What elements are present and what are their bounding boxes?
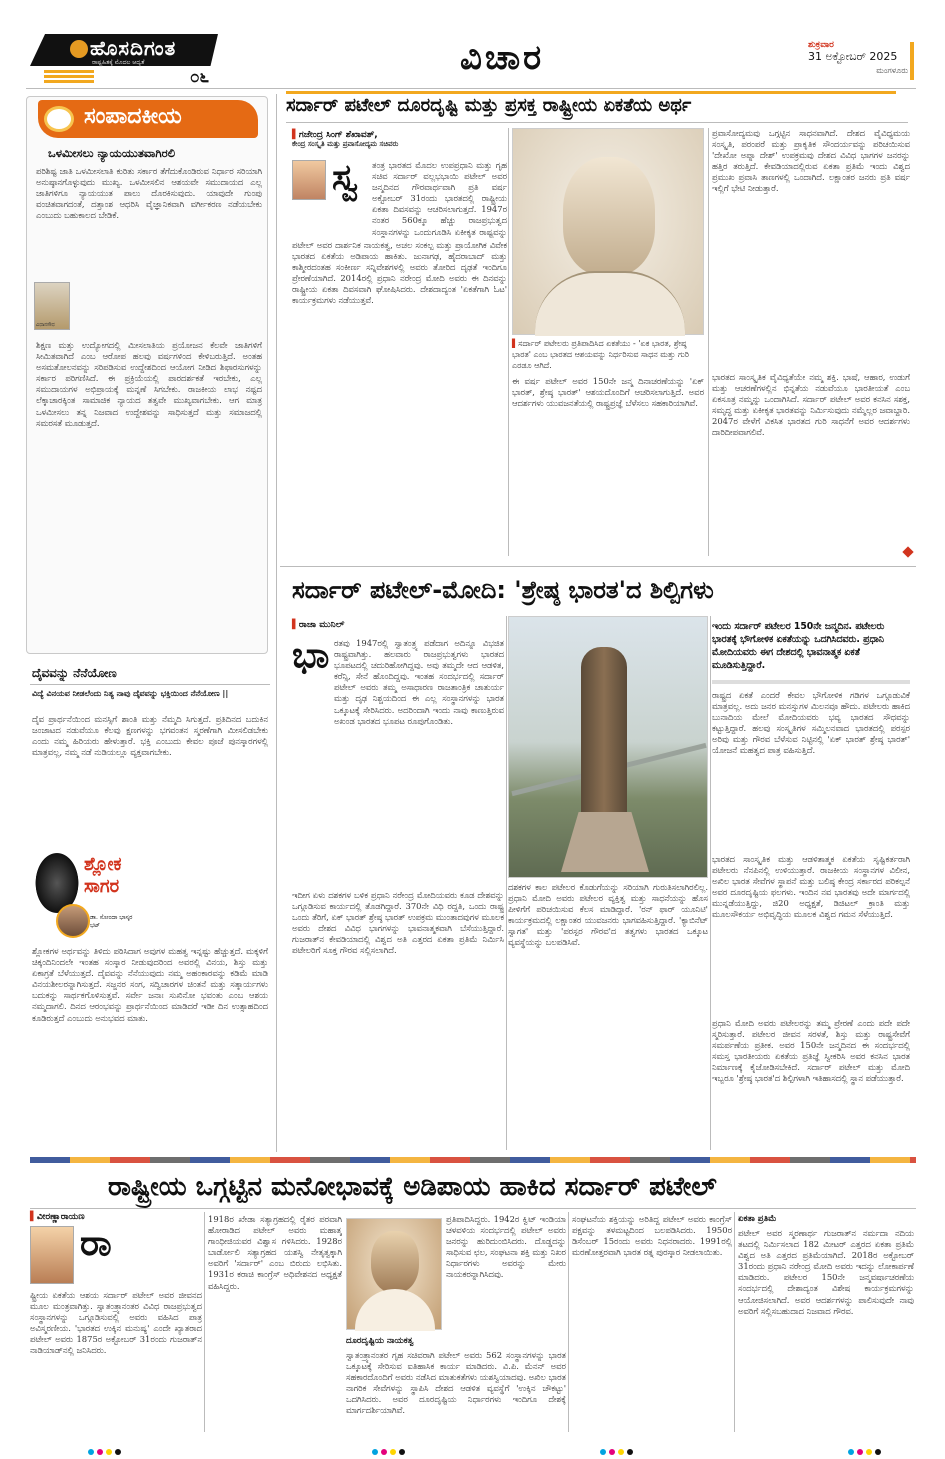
magenta-dot — [609, 1449, 615, 1455]
byline-marker-icon: ▌ — [292, 130, 299, 140]
article1-top-bar — [286, 91, 896, 94]
yellow-dot — [390, 1449, 396, 1455]
yellow-dot — [106, 1449, 112, 1455]
masthead-logo — [30, 34, 218, 87]
lamp-icon — [70, 40, 88, 58]
dateline-city: ಮಂಗಳೂರು — [876, 66, 908, 75]
article3-headline: ರಾಷ್ಟ್ರೀಯ ಒಗ್ಗಟ್ಟಿನ ಮನೋಭಾವಕ್ಕೆ ಅಡಿಪಾಯ ಹಾಕಿದ ಸರ್ದಾರ್ ಪಟೇಲ್ — [108, 1172, 717, 1202]
portrait-face — [371, 1231, 419, 1293]
article2-body-2: ಇದೀಗ ಏಳು ದಶಕಗಳ ಬಳಿಕ ಪ್ರಧಾನಿ ನರೇಂದ್ರ ಮೋದಿಯವರು ಕೂಡ ದೇಶವನ್ನು ಒಗ್ಗೂಡಿಸುವ ಕಾರ್ಯದಲ್ಲಿ ತೊಡಗಿದ್ದಾರೆ. 370ನೇ ವಿಧಿ ರದ್ದತಿ, ಒಂದು ರಾಷ್ಟ್ರ ಒಂದು ತೆರಿಗೆ, ಏಕ್ ಭಾರತ್ ಶ್ರೇಷ್ಠ ಭಾರತ್ ಉಪಕ್ರಮ ಮುಂತಾದವುಗಳ ಮೂಲಕ ಅವರು ದೇಶದ ವಿವಿಧ ಭಾಗಗಳನ್ನು ಭಾವನಾತ್ಮಕವಾಗಿ ಬೆಸೆಯುತ್ತಿದ್ದಾರೆ. ಗುಜರಾತ್‌ನ ಕೇವಡಿಯಾದಲ್ಲಿ ವಿಶ್ವದ ಅತಿ ಎತ್ತರದ ಏಕತಾ ಪ್ರತಿಮೆ ನಿರ್ಮಿಸಿ ಪಟೇಲರಿಗೆ ಸೂಕ್ತ ಗೌರವ ಸಲ್ಲಿಸಲಾಗಿದೆ. — [292, 890, 504, 956]
col-rule — [568, 1212, 569, 1432]
article3-body-6: ಪಟೇಲ್ ಅವರ ಸ್ಮರಣಾರ್ಥ ಗುಜರಾತ್‌ನ ನರ್ಮದಾ ನದಿಯ ತಟದಲ್ಲಿ ನಿರ್ಮಿಸಲಾದ 182 ಮೀಟರ್ ಎತ್ತರದ ಏಕತಾ ಪ್ರತಿಮೆ ವಿಶ್ವದ ಅತಿ ಎತ್ತರದ ಪ್ರತಿಮೆಯಾಗಿದೆ. 2018ರ ಅಕ್ಟೋಬರ್ 31ರಂದು ಪ್ರಧಾನಿ ನರೇಂದ್ರ ಮೋದಿ ಅವರು ಇದನ್ನು ಲೋಕಾರ್ಪಣೆ ಮಾಡಿದರು. ಪಟೇಲರ 150ನೇ ಜನ್ಮವರ್ಷಾಚರಣೆಯ ಸಂದರ್ಭದಲ್ಲಿ ದೇಶಾದ್ಯಂತ ವಿಶೇಷ ಕಾರ್ಯಕ್ರಮಗಳನ್ನು ಆಯೋಜಿಸಲಾಗಿದೆ. ಅವರ ಆದರ್ಶಗಳನ್ನು ಪಾಲಿಸುವುದೇ ನಾವು ಅವರಿಗೆ ಸಲ್ಲಿಸಬಹುದಾದ ನಿಜವಾದ ಗೌರವ. — [738, 1228, 914, 1316]
article3-author-photo — [30, 1226, 74, 1284]
editorial-body-2: ಶಿಕ್ಷಣ ಮತ್ತು ಉದ್ಯೋಗದಲ್ಲಿ ಮೀಸಲಾತಿಯ ಪ್ರಯೋಜನ ಕೆಲವೇ ಜಾತಿಗಳಿಗೆ ಸೀಮಿತವಾಗಿದೆ ಎಂಬ ಆರೋಪ ಹಲವು ವರ್ಷಗಳಿಂದ ಕೇಳಿಬರುತ್ತಿದೆ. ಅಂತಹ ಅಸಮತೋಲನವನ್ನು ಸರಿಪಡಿಸುವ ಉದ್ದೇಶದಿಂದ ಆಯೋಗ ನೀಡಿದ ಶಿಫಾರಸುಗಳನ್ನು ಸರ್ಕಾರ ಪರಿಗಣಿಸಿದೆ. ಈ ಪ್ರಕ್ರಿಯೆಯಲ್ಲಿ ಪಾರದರ್ಶಕತೆ ಇರಬೇಕು, ಎಲ್ಲ ಸಮುದಾಯಗಳ ಅಭಿಪ್ರಾಯಕ್ಕೆ ಮನ್ನಣೆ ಸಿಗಬೇಕು. ರಾಜಕೀಯ ಲಾಭ ನಷ್ಟದ ಲೆಕ್ಕಾಚಾರಕ್ಕಿಂತ ಸಾಮಾಜಿಕ ನ್ಯಾಯದ ತತ್ವವೇ ಮುಖ್ಯವಾಗಬೇಕು. ಆಗ ಮಾತ್ರ ಒಳಮೀಸಲು ತನ್ನ ನಿಜವಾದ ಉದ್ದೇಶವನ್ನು ಸಾಧಿಸುತ್ತದೆ ಮತ್ತು ಸಮಾಜದಲ್ಲಿ ಸಮರಸತೆ ಮೂಡುತ್ತದೆ. — [36, 340, 262, 428]
black-dot — [875, 1449, 881, 1455]
article2-pullquote: ಇಂದು ಸರ್ದಾರ್ ಪಟೇಲರ 150ನೇ ಜನ್ಮದಿನ. ಪಟೇಲರು ಭಾರತಕ್ಕೆ ಭೌಗೋಳಿಕ ಏಕತೆಯನ್ನು ಒದಗಿಸಿದವರು. ಪ್ರಧಾನಿ ಮೋದಿಯವರು ಈಗ ದೇಶದಲ್ಲಿ ಭಾವನಾತ್ಮಕ ಏಕತೆ ಮೂಡಿಸುತ್ತಿದ್ದಾರೆ. — [712, 621, 885, 671]
article1-caption — [512, 338, 704, 371]
magenta-dot — [381, 1449, 387, 1455]
article1-author-photo — [292, 160, 326, 200]
cyan-dot — [372, 1449, 378, 1455]
article2-dropcap: ಭಾ — [292, 635, 330, 676]
byline-marker-icon: ▌ — [292, 620, 299, 630]
statue-pedestal — [561, 812, 649, 872]
columnist-photo — [56, 904, 90, 938]
byline-marker-icon: ▌ — [30, 1212, 37, 1222]
cyan-dot — [88, 1449, 94, 1455]
black-dot — [399, 1449, 405, 1455]
newspaper-tagline: ರಾಷ್ಟ್ರಹಿತಕ್ಕೆ ಮೊದಲ ಆದ್ಯತೆ — [92, 59, 145, 66]
article2-body-6: ಪ್ರಧಾನಿ ಮೋದಿ ಅವರು ಪಟೇಲರನ್ನು ತಮ್ಮ ಪ್ರೇರಣೆ ಎಂದು ಪದೇ ಪದೇ ಸ್ಮರಿಸುತ್ತಾರೆ. ಪಟೇಲರ ಜೀವನ ಸರಳತೆ, ಶಿಸ್ತು ಮತ್ತು ರಾಷ್ಟ್ರಸೇವೆಗೆ ಸಮರ್ಪಣೆಯ ಪ್ರತೀಕ. ಅವರ 150ನೇ ಜನ್ಮದಿನದ ಈ ಸಂದರ್ಭದಲ್ಲಿ ಸಮಸ್ತ ಭಾರತೀಯರು ಏಕತೆಯ ಪ್ರತಿಜ್ಞೆ ಸ್ವೀಕರಿಸಿ ಅವರ ಕನಸಿನ ಭಾರತ ನಿರ್ಮಾಣಕ್ಕೆ ಕೈಜೋಡಿಸಬೇಕಿದೆ. ಸರ್ದಾರ್ ಪಟೇಲ್ ಮತ್ತು ಮೋದಿ ಇಬ್ಬರೂ 'ಶ್ರೇಷ್ಠ ಭಾರತ'ದ ಶಿಲ್ಪಿಗಳಾಗಿ ಇತಿಹಾಸದಲ್ಲಿ ಸ್ಥಾನ ಪಡೆಯುತ್ತಾರೆ. — [712, 1018, 910, 1084]
left-column-headline: ದೈವವನ್ನು ನೆನೆಯೋಣ — [32, 666, 117, 680]
article1-author: ಗಜೇಂದ್ರ ಸಿಂಗ್ ಶೆಖಾವತ್, — [298, 130, 378, 140]
magenta-dot — [857, 1449, 863, 1455]
col-rule — [734, 1212, 735, 1432]
left-column-rule — [30, 684, 270, 685]
left-column-body-2a — [142, 848, 268, 944]
masthead-stripes — [44, 70, 94, 80]
article1-headline: ಸರ್ದಾರ್ ಪಟೇಲ್ ದೂರದೃಷ್ಟಿ ಮತ್ತು ಪ್ರಸಕ್ತ ರಾಷ್ಟ್ರೀಯ ಏಕತೆಯ ಅರ್ಥ — [286, 95, 692, 116]
newspaper-name: ಹೊಸದಿಗಂತ — [90, 36, 177, 60]
article1-dropcap: ಸ್ವ — [332, 157, 358, 198]
shloka-sagara-badge — [32, 848, 138, 944]
dateline-day: ಶುಕ್ರವಾರ — [808, 40, 834, 50]
caption-marker-icon: ▌ — [512, 339, 519, 348]
col-rule — [508, 128, 509, 556]
col-rule — [506, 616, 507, 1150]
article1-body-4: ಪ್ರವಾಸೋದ್ಯಮವು ಒಗ್ಗಟ್ಟಿನ ಸಾಧನವಾಗಿದೆ. ದೇಶದ ವೈವಿಧ್ಯಮಯ ಸಂಸ್ಕೃತಿ, ಪರಂಪರೆ ಮತ್ತು ಪ್ರಾಕೃತಿಕ ಸೌಂದರ್ಯವನ್ನು ಪರಿಚಯಿಸುವ 'ದೇಖೋ ಅಪ್ನಾ ದೇಶ್' ಉಪಕ್ರಮವು ದೇಶದ ವಿವಿಧ ಭಾಗಗಳ ಜನರನ್ನು ಹತ್ತಿರ ತರುತ್ತಿದೆ. ಕೇವಡಿಯಾದಲ್ಲಿರುವ ಏಕತಾ ಪ್ರತಿಮೆ ಇಂದು ವಿಶ್ವದ ಪ್ರಮುಖ ಪ್ರವಾಸಿ ತಾಣಗಳಲ್ಲಿ ಒಂದಾಗಿದೆ. ಲಕ್ಷಾಂತರ ಜನರು ಪ್ರತಿ ವರ್ಷ ಇಲ್ಲಿಗೆ ಭೇಟಿ ನೀಡುತ್ತಾರೆ. — [712, 128, 910, 194]
article1-byline — [292, 130, 507, 149]
article3-author: ವೀರಣ್ಣಾರಾಯಣ — [36, 1212, 85, 1222]
dateline — [808, 40, 908, 76]
article3-dropcap: ರಾ — [80, 1223, 112, 1264]
color-strip — [30, 1157, 916, 1163]
editorial-body-1: ಪರಿಶಿಷ್ಟ ಜಾತಿ ಒಳಮೀಸಲಾತಿ ಕುರಿತು ಸರ್ಕಾರ ತೆಗೆದುಕೊಂಡಿರುವ ನಿರ್ಧಾರ ಸರಿಯಾಗಿ ಅನುಷ್ಠಾನಗೊಳ್ಳುವುದು ಮುಖ್ಯ. ಒಳಮೀಸಲಿನ ಆಶಯವೇ ಸಮುದಾಯದ ಎಲ್ಲ ಜಾತಿಗಳಿಗೂ ನ್ಯಾಯಯುತ ಪಾಲು ದೊರಕಿಸುವುದು. ಯಾವುದೇ ಗುಂಪು ವಂಚಿತವಾಗದಂತೆ, ದತ್ತಾಂಶ ಆಧರಿಸಿ ವೈಜ್ಞಾನಿಕವಾಗಿ ವರ್ಗೀಕರಣ ನಡೆಯಬೇಕು ಎಂಬುದು ಬಹುಕಾಲದ ಬೇಡಿಕೆ. — [36, 166, 262, 221]
article2-byline — [292, 620, 344, 630]
portrait-shawl — [535, 271, 685, 336]
col-rule — [710, 616, 711, 1150]
article1-body-5: ಭಾರತದ ಸಾಂಸ್ಕೃತಿಕ ವೈವಿಧ್ಯತೆಯೇ ನಮ್ಮ ಶಕ್ತಿ. ಭಾಷೆ, ಆಹಾರ, ಉಡುಗೆ ಮತ್ತು ಆಚರಣೆಗಳಲ್ಲಿನ ಭಿನ್ನತೆಯ ನಡುವೆಯೂ ಭಾರತೀಯತೆ ಎಂಬ ಏಕಸೂತ್ರ ನಮ್ಮನ್ನು ಒಂದಾಗಿಸಿದೆ. ಸರ್ದಾರ್ ಪಟೇಲ್ ಅವರ ಕನಸಿನ ಸಶಕ್ತ, ಸಮೃದ್ಧ ಮತ್ತು ಏಕೀಕೃತ ಭಾರತವನ್ನು ನಿರ್ಮಿಸುವುದು ನಮ್ಮೆಲ್ಲರ ಜವಾಬ್ದಾರಿ. 2047ರ ವೇಳೆಗೆ ವಿಕಸಿತ ಭಾರತದ ಗುರಿ ಸಾಧನೆಗೆ ಅವರ ಆದರ್ಶಗಳು ದಾರಿದೀಪವಾಗಲಿವೆ. — [712, 372, 910, 438]
columnist-name: ಡಾ. ಸೋಂದಾ ಭಾಸ್ಕರ ಭಟ್ — [90, 914, 133, 929]
portrait-dress — [355, 1289, 435, 1331]
section-title: ವಿಚಾರ — [460, 38, 545, 78]
article3-body-1: ಷ್ಟ್ರೀಯ ಏಕತೆಯ ಆಶಯ ಸರ್ದಾರ್ ಪಟೇಲ್ ಅವರ ಜೀವನದ ಮೂಲ ಮಂತ್ರವಾಗಿತ್ತು. ಸ್ವಾತಂತ್ರ್ಯಾನಂತರ ವಿವಿಧ ರಾಜಪ್ರಭುತ್ವದ ಸಂಸ್ಥಾನಗಳನ್ನು ಒಗ್ಗೂಡಿಸುವಲ್ಲಿ ಅವರು ವಹಿಸಿದ ಪಾತ್ರ ಅವಿಸ್ಮರಣೀಯ. 'ಭಾರತದ ಉಕ್ಕಿನ ಮನುಷ್ಯ' ಎಂದೇ ಖ್ಯಾತರಾದ ಪಟೇಲ್ ಅವರು 1875ರ ಅಕ್ಟೋಬರ್ 31ರಂದು ಗುಜರಾತ್‌ನ ನಾಡಿಯಾಡ್‌ನಲ್ಲಿ ಜನಿಸಿದರು. — [30, 1290, 202, 1356]
masthead-rule — [26, 88, 916, 89]
cyan-dot — [848, 1449, 854, 1455]
article2-headline: ಸರ್ದಾರ್ ಪಟೇಲ್-ಮೋದಿ: 'ಶ್ರೇಷ್ಠ ಭಾರತ'ದ ಶಿಲ್ಪಿಗಳು — [292, 576, 714, 604]
article3-body-3: ಪ್ರತಿಪಾದಿಸಿದ್ದರು. 1942ರ ಕ್ವಿಟ್ ಇಂಡಿಯಾ ಚಳವಳಿಯ ಸಂದರ್ಭದಲ್ಲಿ ಪಟೇಲ್ ಅವರು ಜನರನ್ನು ಹುರಿದುಂಬಿಸಿದರು. ದೊಡ್ಡದನ್ನು ಸಾಧಿಸುವ ಛಲ, ಸಂಘಟನಾ ಶಕ್ತಿ ಮತ್ತು ನಿಖರ ನಿರ್ಧಾರಗಳು ಅವರನ್ನು ಮೇರು ನಾಯಕರನ್ನಾಗಿಸಿದವು. — [446, 1214, 566, 1280]
article1-rule — [286, 122, 908, 123]
yellow-dot — [866, 1449, 872, 1455]
article2-body-1: ರತವು 1947ರಲ್ಲಿ ಸ್ವಾತಂತ್ರ್ಯ ಪಡೆದಾಗ ಅದಿನ್ನೂ ವಿಭಜಿತ ರಾಷ್ಟ್ರವಾಗಿತ್ತು. ಹಲವಾರು ರಾಜಪ್ರಭುತ್ವಗಳು ಭಾರತದ ಭೂಪಟದಲ್ಲಿ ಚದುರಿಹೋಗಿದ್ದವು. ಅವು ತಮ್ಮದೇ ಆದ ಆಡಳಿತ, ಕರೆನ್ಸಿ, ಸೇನೆ ಹೊಂದಿದ್ದವು. ಇಂತಹ ಸಂದರ್ಭದಲ್ಲಿ ಸರ್ದಾರ್ ಪಟೇಲ್ ಅವರು ತಮ್ಮ ಅಸಾಧಾರಣ ರಾಜತಾಂತ್ರಿಕ ಚಾತುರ್ಯ ಮತ್ತು ದೃಢ ನಿಶ್ಚಯದಿಂದ ಈ ಎಲ್ಲ ಸಂಸ್ಥಾನಗಳನ್ನು ಭಾರತ ಒಕ್ಕೂಟಕ್ಕೆ ಸೇರಿಸಿದರು. ಅದರಿಂದಾಗಿ ಇಂದು ನಾವು ಕಾಣುತ್ತಿರುವ ಅಖಂಡ ಭಾರತದ ಭೂಪಟ ರೂಪುಗೊಂಡಿತು. — [334, 638, 504, 726]
article1-body-3: ಈ ವರ್ಷ ಪಟೇಲ್ ಅವರ 150ನೇ ಜನ್ಮ ದಿನಾಚರಣೆಯನ್ನು 'ಏಕ್ ಭಾರತ್, ಶ್ರೇಷ್ಠ ಭಾರತ್' ಆಶಯದೊಂದಿಗೆ ಆಚರಿಸಲಾಗುತ್ತಿದೆ. ಅವರ ಆದರ್ಶಗಳು ಯುವಜನತೆಯಲ್ಲಿ ರಾಷ್ಟ್ರಪ್ರಜ್ಞೆ ಬೆಳೆಸಲು ಸಹಕಾರಿಯಾಗಿವೆ. — [512, 376, 704, 409]
article3-subhead-2: ಏಕತಾ ಪ್ರತಿಮೆ — [738, 1214, 777, 1224]
col-rule — [204, 1212, 205, 1432]
article1-body-1: ತಂತ್ರ ಭಾರತದ ಮೊದಲ ಉಪಪ್ರಧಾನಿ ಮತ್ತು ಗೃಹ ಸಚಿವ ಸರ್ದಾರ್ ವಲ್ಲಭಭಾಯಿ ಪಟೇಲ್ ಅವರ ಜನ್ಮದಿನದ ಗೌರವಾರ್ಥವಾಗಿ ಪ್ರತಿ ವರ್ಷ ಅಕ್ಟೋಬರ್ 31ರಂದು ಭಾರತದಲ್ಲಿ ರಾಷ್ಟ್ರೀಯ ಏಕತಾ ದಿವಸವನ್ನು ಆಚರಿಸಲಾಗುತ್ತದೆ. 1947ರ ನಂತರ 560ಕ್ಕೂ ಹೆಚ್ಚು ರಾಜಪ್ರಭುತ್ವದ ಸಂಸ್ಥಾನಗಳನ್ನು ಒಂದುಗೂಡಿಸಿ ಏಕೀಕೃತ ರಾಷ್ಟ್ರವನ್ನು — [372, 160, 507, 237]
statue-figure — [581, 647, 627, 817]
article-divider — [280, 566, 916, 567]
article2-body-5: ಭಾರತದ ಸಾಂಸ್ಕೃತಿಕ ಮತ್ತು ಆಡಳಿತಾತ್ಮಕ ಏಕತೆಯ ಸೃಷ್ಟಿಕರ್ತರಾಗಿ ಪಟೇಲರು ನೆನಪಿನಲ್ಲಿ ಉಳಿಯುತ್ತಾರೆ. ರಾಜಕೀಯ ಸಂಸ್ಥಾನಗಳ ವಿಲೀನ, ಅಖಿಲ ಭಾರತ ಸೇವೆಗಳ ಸ್ಥಾಪನೆ ಮತ್ತು ಬಲಿಷ್ಠ ಕೇಂದ್ರ ಸರ್ಕಾರದ ಪರಿಕಲ್ಪನೆ ಅವರ ದೂರದೃಷ್ಟಿಯ ಫಲಗಳು. ಇಂದಿನ ನವ ಭಾರತವು ಅದೇ ಮಾರ್ಗದಲ್ಲಿ ಮುನ್ನಡೆಯುತ್ತಿದ್ದು, ಜಿ20 ಅಧ್ಯಕ್ಷತೆ, ಡಿಜಿಟಲ್ ಕ್ರಾಂತಿ ಮತ್ತು ಮೂಲಸೌಕರ್ಯ ಅಭಿವೃದ್ಧಿಯ ಮೂಲಕ ವಿಶ್ವದ ಗಮನ ಸೆಳೆಯುತ್ತಿದೆ. — [712, 854, 910, 920]
article2-body-3: ದಶಕಗಳ ಕಾಲ ಪಟೇಲರ ಕೊಡುಗೆಯನ್ನು ಸರಿಯಾಗಿ ಗುರುತಿಸಲಾಗಿರಲಿಲ್ಲ. ಪ್ರಧಾನಿ ಮೋದಿ ಅವರು ಪಟೇಲರ ವ್ಯಕ್ತಿತ್ವ ಮತ್ತು ಸಾಧನೆಯನ್ನು ಹೊಸ ಪೀಳಿಗೆಗೆ ಪರಿಚಯಿಸುವ ಕೆಲಸ ಮಾಡಿದ್ದಾರೆ. 'ರನ್ ಫಾರ್ ಯೂನಿಟಿ' ಕಾರ್ಯಕ್ರಮದಲ್ಲಿ ಲಕ್ಷಾಂತರ ಯುವಜನರು ಭಾಗವಹಿಸುತ್ತಿದ್ದಾರೆ. 'ಕ್ಯಾಬಿನೆಟ್ ಸ್ವಾಗತ' ಮತ್ತು 'ಪರಸ್ಪರ ಗೌರವ'ದ ತತ್ವಗಳು ಭಾರತದ ಒಕ್ಕೂಟ ವ್ಯವಸ್ಥೆಯನ್ನು ಬಲಪಡಿಸಿವೆ. — [508, 882, 708, 948]
emblem-icon — [44, 106, 74, 132]
editorial-banner-title: ಸಂಪಾದಕೀಯ — [84, 104, 182, 129]
photo-label: ವಿಧಾನಸೌಧ — [36, 322, 55, 328]
shloka-title: ಶ್ಲೋಕ ಸಾಗರ — [84, 854, 122, 897]
magenta-dot — [97, 1449, 103, 1455]
col-rule — [708, 128, 709, 556]
statue-of-unity-photo — [508, 616, 708, 878]
article1-caption-text: ಸರ್ದಾರ್ ಪಟೇಲರು ಪ್ರತಿಪಾದಿಸಿದ ಏಕತೆಯು - 'ಏಕ ಭಾರತ, ಶ್ರೇಷ್ಠ ಭಾರತ' ಎಂಬ ಭಾರತದ ಆಶಯವನ್ನು ನಿರ್ಧರಿಸುವ ಸಾಧನ ಮತ್ತು ಗುರಿ ಎರಡೂ ಆಗಿದೆ. — [512, 339, 689, 370]
article1-body-2: ಪಟೇಲ್ ಅವರ ದಾರ್ಶನಿಕ ನಾಯಕತ್ವ, ಅಚಲ ಸಂಕಲ್ಪ ಮತ್ತು ಪ್ರಾಯೋಗಿಕ ವಿವೇಕ ಭಾರತದ ಏಕತೆಯ ಅಡಿಪಾಯ ಹಾಕಿತು. ಜುನಾಗಢ, ಹೈದರಾಬಾದ್ ಮತ್ತು ಕಾಶ್ಮೀರದಂತಹ ಸಂಕೀರ್ಣ ಸನ್ನಿವೇಶಗಳಲ್ಲಿ ಅವರು ತೋರಿದ ದೃಢತೆ ಇಂದಿಗೂ ಪ್ರೇರಣೆಯಾಗಿದೆ. 2014ರಲ್ಲಿ ಪ್ರಧಾನಿ ನರೇಂದ್ರ ಮೋದಿ ಅವರು ಈ ದಿನವನ್ನು ರಾಷ್ಟ್ರೀಯ ಏಕತಾ ದಿವಸವಾಗಿ ಘೋಷಿಸಿದರು. ದೇಶದಾದ್ಯಂತ 'ಏಕತೆಗಾಗಿ ಓಟ' ಕಾರ್ಯಕ್ರಮಗಳು ನಡೆಯುತ್ತವೆ. — [292, 240, 507, 306]
article3-body-2: 1918ರ ಖೇಡಾ ಸತ್ಯಾಗ್ರಹದಲ್ಲಿ ರೈತರ ಪರವಾಗಿ ಹೋರಾಡಿದ ಪಟೇಲ್ ಅವರು ಮಹಾತ್ಮ ಗಾಂಧೀಜಿಯವರ ವಿಶ್ವಾಸ ಗಳಿಸಿದರು. 1928ರ ಬಾರ್ಡೋಲಿ ಸತ್ಯಾಗ್ರಹದ ಯಶಸ್ವಿ ನೇತೃತ್ವಕ್ಕಾಗಿ ಅವರಿಗೆ 'ಸರ್ದಾರ್' ಎಂಬ ಬಿರುದು ಲಭಿಸಿತು. 1931ರ ಕರಾಚಿ ಕಾಂಗ್ರೆಸ್ ಅಧಿವೇಶನದ ಅಧ್ಯಕ್ಷತೆ ವಹಿಸಿದ್ದರು. — [208, 1214, 342, 1291]
pullquote-rule — [712, 680, 910, 684]
article3-body-5: ಸಂಘಟನೆಯ ಶಕ್ತಿಯನ್ನು ಅರಿತಿದ್ದ ಪಟೇಲ್ ಅವರು ಕಾಂಗ್ರೆಸ್ ಪಕ್ಷವನ್ನು ತಳಮಟ್ಟದಿಂದ ಬಲಪಡಿಸಿದರು. 1950ರ ಡಿಸೆಂಬರ್ 15ರಂದು ಅವರು ನಿಧನರಾದರು. 1991ರಲ್ಲಿ ಮರಣೋತ್ತರವಾಗಿ ಭಾರತ ರತ್ನ ಪುರಸ್ಕಾರ ನೀಡಲಾಯಿತು. — [572, 1214, 732, 1258]
dateline-bar — [910, 42, 914, 80]
page-number: ೦೬ — [190, 67, 210, 87]
black-dot — [115, 1449, 121, 1455]
article1-author-title: ಕೇಂದ್ರ ಸಂಸ್ಕೃತಿ ಮತ್ತು ಪ್ರವಾಸೋದ್ಯಮ ಸಚಿವರು — [292, 140, 399, 148]
article2-body-4: ರಾಷ್ಟ್ರದ ಏಕತೆ ಎಂದರೆ ಕೇವಲ ಭೌಗೋಳಿಕ ಗಡಿಗಳ ಒಗ್ಗೂಡುವಿಕೆ ಮಾತ್ರವಲ್ಲ. ಅದು ಜನರ ಮನಸ್ಸುಗಳ ಮಿಲನವೂ ಹೌದು. ಪಟೇಲರು ಹಾಕಿದ ಬುನಾದಿಯ ಮೇಲೆ ಮೋದಿಯವರು ಭವ್ಯ ಭಾರತದ ಸೌಧವನ್ನು ಕಟ್ಟುತ್ತಿದ್ದಾರೆ. ಹಲವು ಸಂಸ್ಕೃತಿಗಳ ಸಮ್ಮಿಲನವಾದ ಭಾರತದಲ್ಲಿ ಪರಸ್ಪರ ಅರಿವು ಮತ್ತು ಗೌರವ ಬೆಳೆಸುವ ನಿಟ್ಟಿನಲ್ಲಿ 'ಏಕ್ ಭಾರತ್ ಶ್ರೇಷ್ಠ ಭಾರತ್' ಯೋಜನೆ ಮಹತ್ವದ ಪಾತ್ರ ವಹಿಸುತ್ತಿದೆ. — [712, 690, 910, 756]
article3-byline — [30, 1212, 85, 1222]
left-column-verse: ವಿದ್ಯೆ ವಿನಯವ ನೀಡಲೆಂದು ನಿತ್ಯ ನಾವು ದೈವವನ್ನು ಭಕ್ತಿಯಿಂದ ನೆನೆಯೋಣ || — [32, 689, 229, 698]
editorial-headline: ಒಳಮೀಸಲು ನ್ಯಾಯಯುತವಾಗಿರಲಿ — [48, 146, 176, 160]
portrait-face — [563, 157, 655, 275]
left-column-body-1: ದೈವ ಪ್ರಾರ್ಥನೆಯಿಂದ ಮನಸ್ಸಿಗೆ ಶಾಂತಿ ಮತ್ತು ನೆಮ್ಮದಿ ಸಿಗುತ್ತದೆ. ಪ್ರತಿದಿನದ ಬದುಕಿನ ಜಂಜಾಟದ ನಡುವೆಯೂ ಕೆಲವು ಕ್ಷಣಗಳನ್ನು ಭಗವಂತನ ಸ್ಮರಣೆಗಾಗಿ ಮೀಸಲಿಡಬೇಕು ಎಂದು ನಮ್ಮ ಹಿರಿಯರು ಹೇಳುತ್ತಾರೆ. ಭಕ್ತಿ ಎಂಬುದು ಕೇವಲ ಪೂಜೆ ಪುನಸ್ಕಾರಗಳಲ್ಲಿ ಮಾತ್ರವಲ್ಲ, ನಮ್ಮ ನಡೆ ನುಡಿಯಲ್ಲೂ ವ್ಯಕ್ತವಾಗಬೇಕು. — [32, 714, 268, 758]
col-rule — [276, 94, 277, 1152]
left-column-body-2: ಶ್ಲೋಕಗಳ ಅರ್ಥವನ್ನು ತಿಳಿದು ಪಠಿಸಿದಾಗ ಅವುಗಳ ಮಹತ್ವ ಇನ್ನಷ್ಟು ಹೆಚ್ಚುತ್ತದೆ. ಮಕ್ಕಳಿಗೆ ಚಿಕ್ಕಂದಿನಿಂದಲೇ ಇಂತಹ ಸಂಸ್ಕಾರ ನೀಡುವುದರಿಂದ ಅವರಲ್ಲಿ ವಿನಯ, ಶಿಸ್ತು ಮತ್ತು ಏಕಾಗ್ರತೆ ಬೆಳೆಯುತ್ತದೆ. ದೈವವನ್ನು ನೆನೆಯುವುದು ನಮ್ಮ ಅಹಂಕಾರವನ್ನು ಕಡಿಮೆ ಮಾಡಿ ವಿನಯಶೀಲರನ್ನಾಗಿಸುತ್ತದೆ. ಸಜ್ಜನರ ಸಂಗ, ಸದ್ವಿಚಾರಗಳ ಚಿಂತನೆ ಮತ್ತು ಸತ್ಕಾರ್ಯಗಳು ಬದುಕನ್ನು ಸಾರ್ಥಕಗೊಳಿಸುತ್ತವೆ. ಸರ್ವೇ ಜನಾಃ ಸುಖಿನೋ ಭವಂತು ಎಂಬ ಆಶಯ ನಮ್ಮದಾಗಲಿ. ದಿನದ ಆರಂಭವನ್ನು ಪ್ರಾರ್ಥನೆಯಿಂದ ಮಾಡಿದರೆ ಇಡೀ ದಿನ ಉತ್ಸಾಹದಿಂದ ಕೂಡಿರುತ್ತದೆ ಎಂಬುದು ಅನುಭವದ ಮಾತು. — [32, 946, 268, 1023]
article3-body-1a — [122, 1226, 202, 1288]
editorial-body-1b — [76, 282, 262, 337]
vidhana-soudha-photo — [34, 282, 70, 330]
black-dot — [627, 1449, 633, 1455]
cyan-dot — [600, 1449, 606, 1455]
dateline-date: 31 ಅಕ್ಟೋಬರ್ 2025 — [808, 50, 898, 63]
article3-subhead: ದೂರದೃಷ್ಟಿಯ ನಾಯಕತ್ವ — [346, 1336, 414, 1346]
registration-marks — [848, 1440, 945, 1450]
article2-author: ರಾಜಾ ಮುನಿಲ್ — [298, 620, 345, 630]
sardar-patel-illustration — [512, 128, 704, 335]
yellow-dot — [618, 1449, 624, 1455]
article3-body-4: ಸ್ವಾತಂತ್ರ್ಯಾನಂತರ ಗೃಹ ಸಚಿವರಾಗಿ ಪಟೇಲ್ ಅವರು 562 ಸಂಸ್ಥಾನಗಳನ್ನು ಭಾರತ ಒಕ್ಕೂಟಕ್ಕೆ ಸೇರಿಸುವ ಐತಿಹಾಸಿಕ ಕಾರ್ಯ ಮಾಡಿದರು. ವಿ.ಪಿ. ಮೆನನ್ ಅವರ ಸಹಕಾರದೊಂದಿಗೆ ಅವರು ನಡೆಸಿದ ಮಾತುಕತೆಗಳು ಯಶಸ್ವಿಯಾದವು. ಅಖಿಲ ಭಾರತ ನಾಗರಿಕ ಸೇವೆಗಳನ್ನು ಸ್ಥಾಪಿಸಿ ದೇಶದ ಆಡಳಿತ ವ್ಯವಸ್ಥೆಗೆ 'ಉಕ್ಕಿನ ಚೌಕಟ್ಟು' ಒದಗಿಸಿದರು. ಅವರ ದೂರದೃಷ್ಟಿಯ ನಿರ್ಧಾರಗಳು ಇಂದಿಗೂ ದೇಶಕ್ಕೆ ಮಾರ್ಗದರ್ಶಿಯಾಗಿವೆ. — [346, 1350, 566, 1416]
sardar-patel-portrait — [346, 1218, 442, 1330]
article3-rule — [30, 1208, 916, 1209]
